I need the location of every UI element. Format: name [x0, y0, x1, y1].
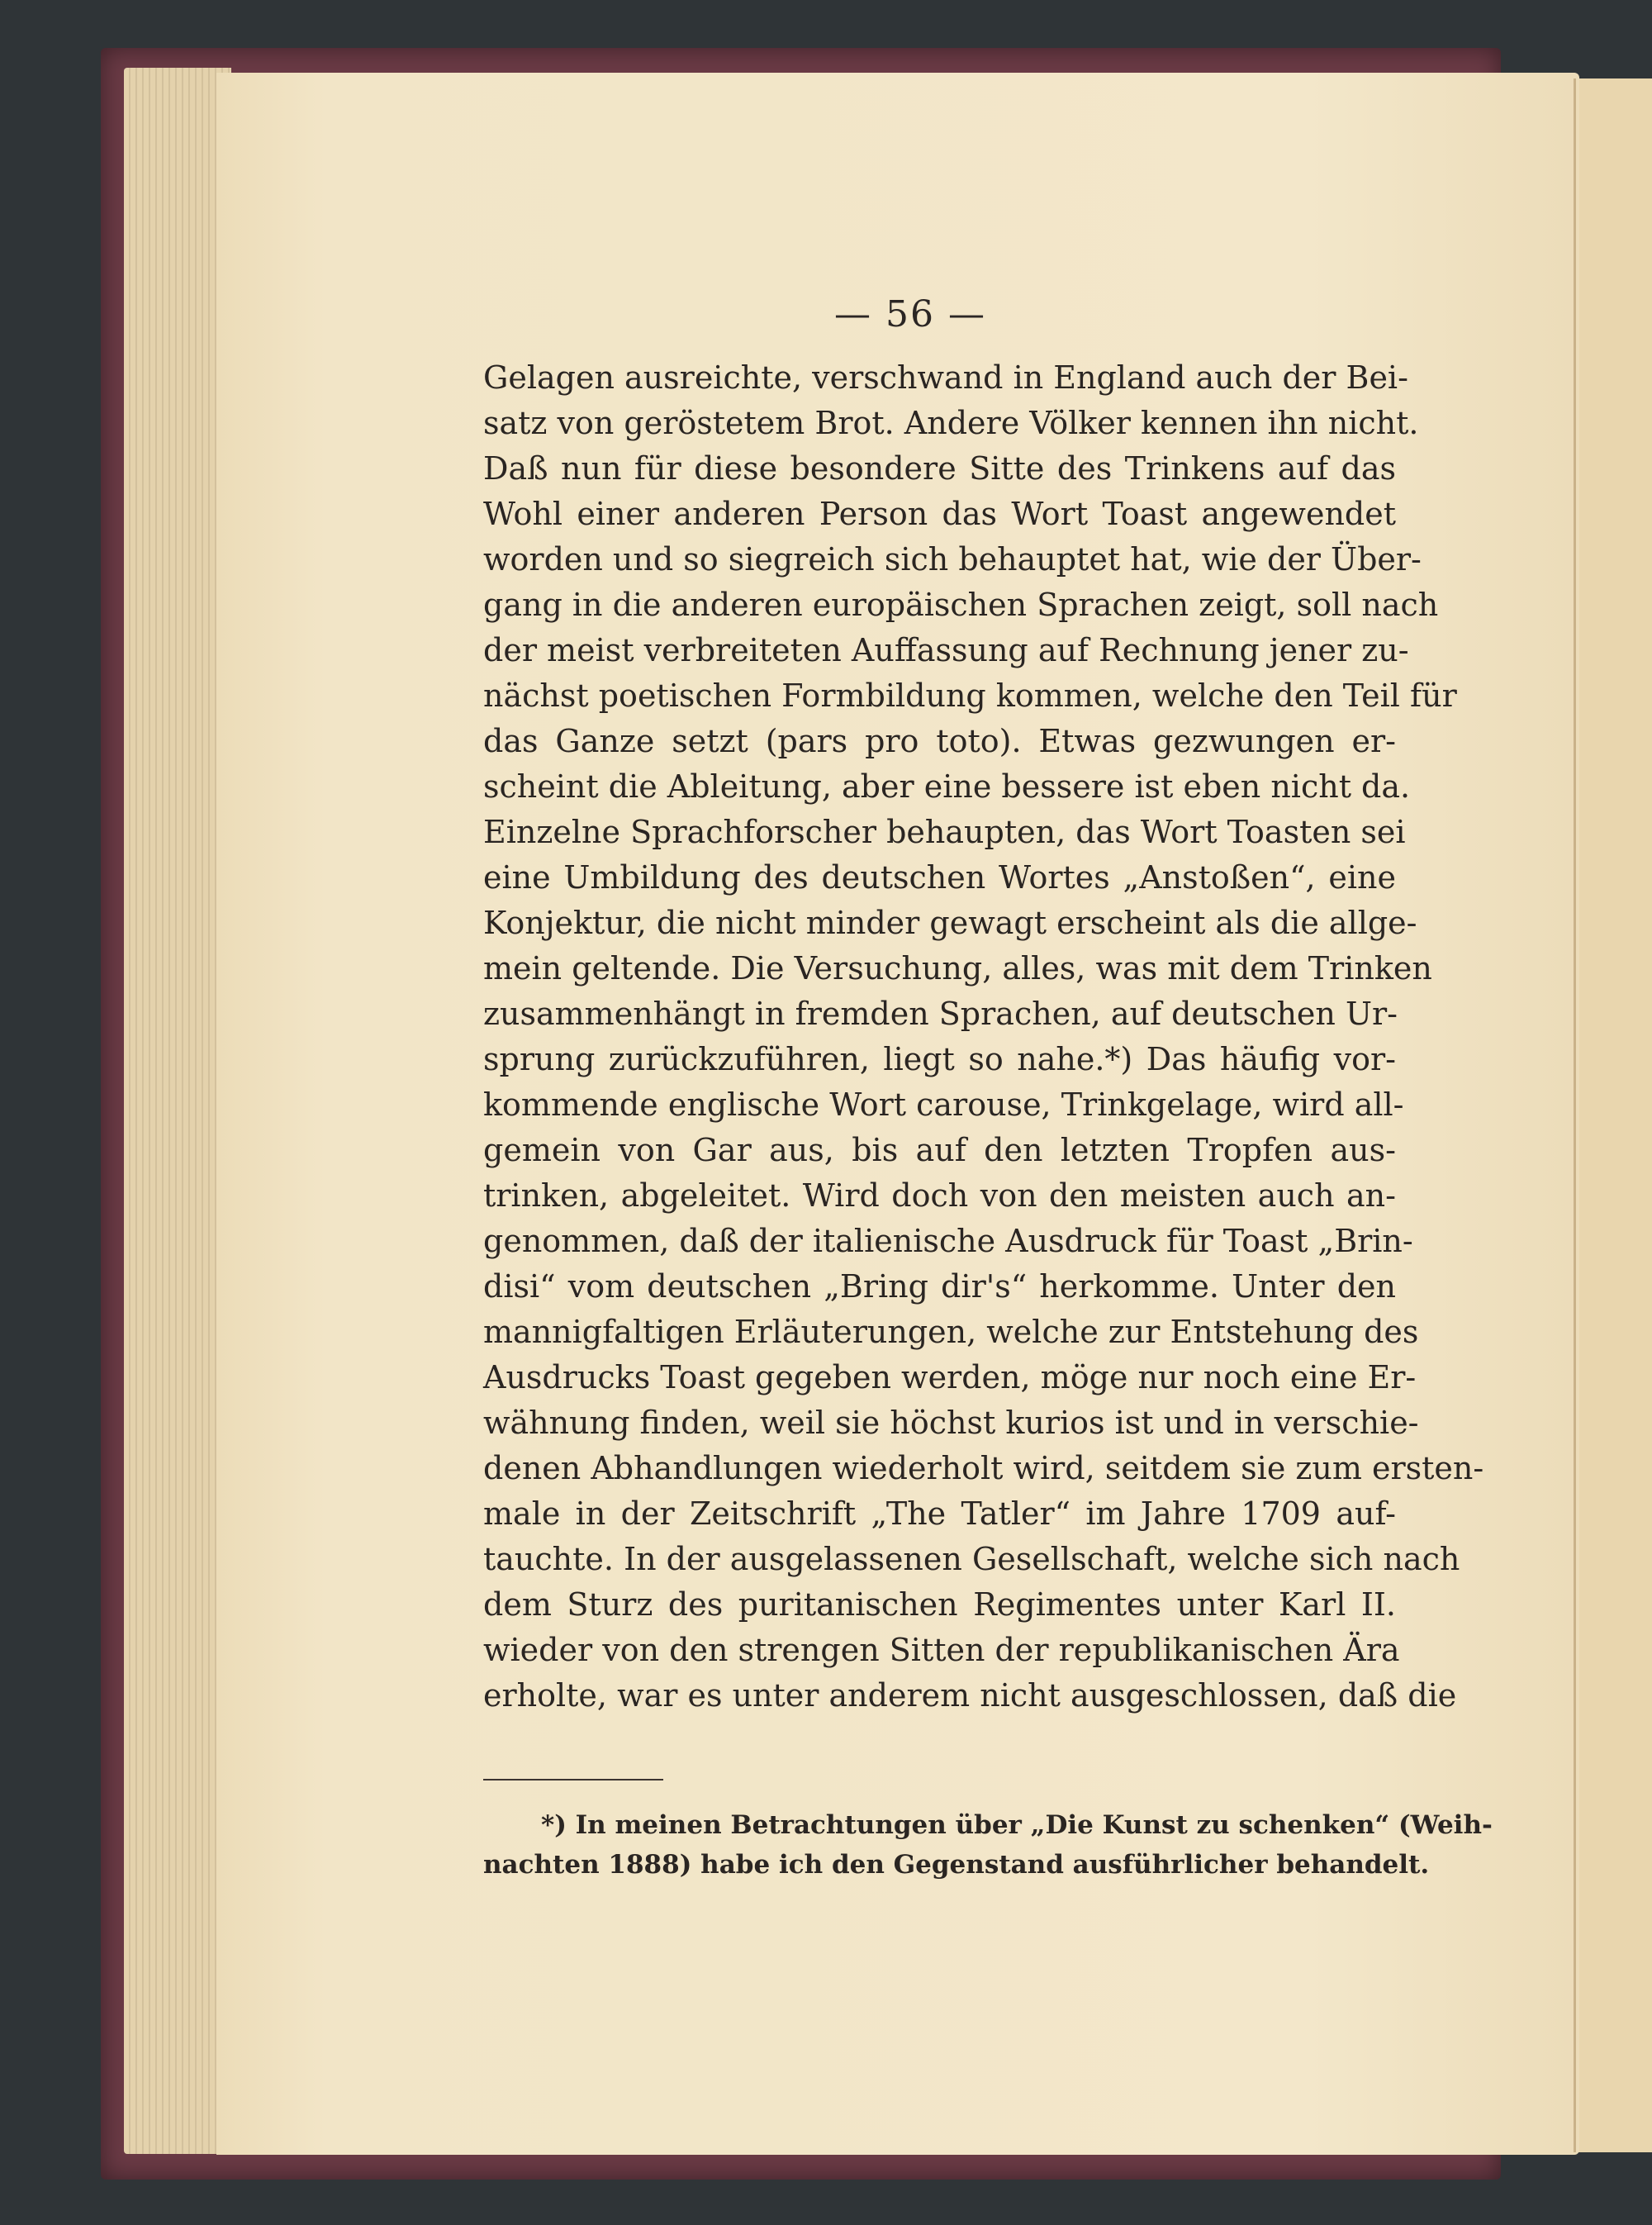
text-line: dem Sturz des puritanischen Regimentes unter Karl II.: [483, 1586, 1396, 1623]
text-line: eine Umbildung des deutschen Wortes „Anstoßen“, eine: [483, 859, 1396, 896]
text-line: zusammenhängt in fremden Sprachen, auf deutschen Ur-: [483, 996, 1398, 1032]
text-line: mannigfaltigen Erläuterungen, welche zur Entstehung des: [483, 1314, 1419, 1350]
text-line: nächst poetischen Formbildung kommen, welche den Teil für: [483, 677, 1457, 714]
page-number: — 56 —: [834, 293, 986, 335]
gutter-line: [1574, 78, 1576, 2152]
text-line: satz von geröstetem Brot. Andere Völker kennen ihn nicht.: [483, 405, 1419, 441]
text-line: Konjektur, die nicht minder gewagt erscheint als die allge-: [483, 905, 1417, 941]
footnote-line: *) In meinen Betrachtungen über „Die Kunst zu schenken“ (Weih-: [541, 1810, 1493, 1840]
footnote-rule: [483, 1779, 663, 1780]
text-line: worden und so siegreich sich behauptet hat, wie der Über-: [483, 541, 1422, 578]
footnote: [483, 1805, 1493, 1885]
text-line: scheint die Ableitung, aber eine bessere ist eben nicht da.: [483, 768, 1411, 805]
text-line: das Ganze setzt (pars pro toto). Etwas gezwungen er-: [483, 723, 1396, 759]
text-line: genommen, daß der italienische Ausdruck für Toast „Brin-: [483, 1223, 1413, 1259]
text-line: gemein von Gar aus, bis auf den letzten Tropfen aus-: [483, 1132, 1396, 1168]
footnote-line: nachten 1888) habe ich den Gegenstand ausführlicher behandelt.: [483, 1850, 1430, 1880]
text-line: der meist verbreiteten Auffassung auf Rechnung jener zu-: [483, 632, 1409, 668]
text-line: disi“ vom deutschen „Bring dir's“ herkomme. Unter den: [483, 1268, 1396, 1305]
body-text: [483, 355, 1484, 1719]
text-line: tauchte. In der ausgelassenen Gesellschaft, welche sich nach: [483, 1541, 1460, 1577]
text-line: Gelagen ausreichte, verschwand in England auch der Bei-: [483, 359, 1408, 396]
page-edges: [124, 68, 231, 2154]
text-line: gang in die anderen europäischen Sprachen zeigt, soll nach: [483, 587, 1439, 623]
text-line: Daß nun für diese besondere Sitte des Trinkens auf das: [483, 450, 1396, 487]
text-line: wähnung finden, weil sie höchst kurios ist und in verschie-: [483, 1405, 1419, 1441]
text-line: trinken, abgeleitet. Wird doch von den meisten auch an-: [483, 1177, 1396, 1214]
facing-page-edge: [1574, 78, 1652, 2152]
text-line: male in der Zeitschrift „The Tatler“ im Jahre 1709 auf-: [483, 1495, 1396, 1532]
text-line: Einzelne Sprachforscher behaupten, das Wort Toasten sei: [483, 814, 1406, 850]
text-line: mein geltende. Die Versuchung, alles, was mit dem Trinken: [483, 950, 1432, 987]
text-line: wieder von den strengen Sitten der republikanischen Ära: [483, 1632, 1400, 1668]
text-line: Wohl einer anderen Person das Wort Toast angewendet: [483, 496, 1396, 532]
text-line: denen Abhandlungen wiederholt wird, seitdem sie zum ersten-: [483, 1450, 1484, 1486]
text-line: kommende englische Wort carouse, Trinkgelage, wird all-: [483, 1086, 1404, 1123]
text-line: Ausdrucks Toast gegeben werden, möge nur noch eine Er-: [483, 1359, 1417, 1395]
text-line: erholte, war es unter anderem nicht ausgeschlossen, daß die: [483, 1677, 1457, 1714]
text-line: sprung zurückzuführen, liegt so nahe.*) Das häufig vor-: [483, 1041, 1396, 1077]
